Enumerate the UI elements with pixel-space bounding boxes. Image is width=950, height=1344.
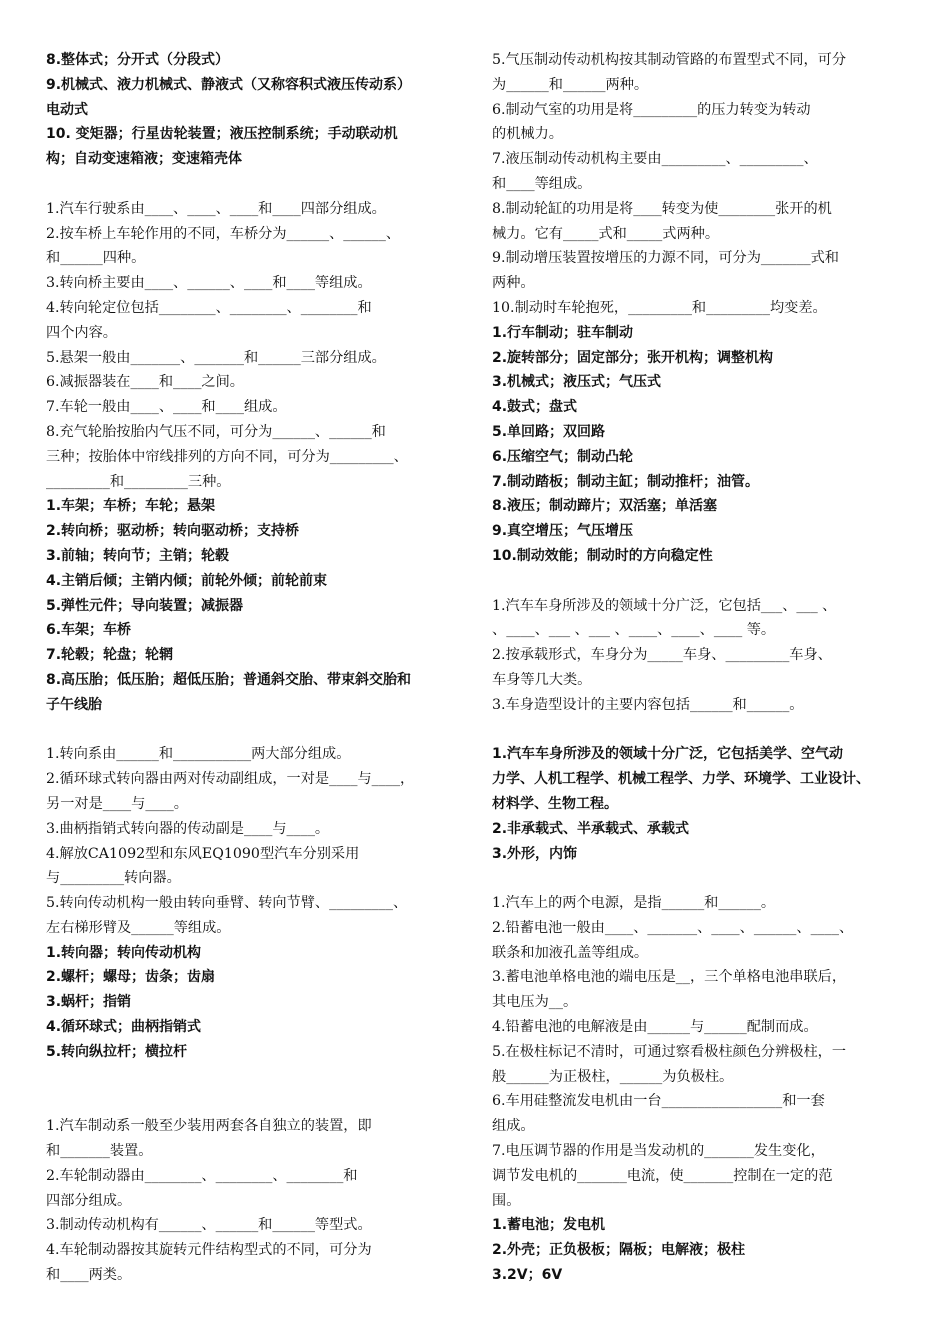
right-question-line: 调节发电机的_______电流，使_______控制在一定的范: [492, 1167, 833, 1184]
right-question-line: 5.在极柱标记不清时，可通过察看极柱颜色分辨极柱，一: [492, 1043, 847, 1060]
left-question-line: _________和_________三种。: [46, 473, 231, 490]
left-spacer: [46, 172, 466, 197]
right-question-line: 、____、___ 、___ 、____、____、____ 等。: [492, 622, 776, 639]
right-question-line: 7.液压制动传动机构主要由_________、_________、: [492, 151, 818, 168]
left-answer-line: 5.弹性元件；导向装置；减振器: [46, 597, 244, 614]
right-answer-line: 力学、人机工程学、机械工程学、力学、环境学、工业设计、: [492, 771, 870, 788]
left-answer-line: 7.轮毂；轮盘；轮辋: [46, 647, 174, 664]
right-question-line: 1.汽车上的两个电源，是指______和______。: [492, 895, 776, 912]
left-question-line: 1.汽车行驶系由____、____、____和____四部分组成。: [46, 200, 386, 217]
left-question-line: 1.转向系由______和___________两大部分组成。: [46, 746, 351, 763]
right-question-line: 车身等几大类。: [492, 671, 592, 688]
left-answer-line: 2.转向桥；驱动桥；转向驱动桥；支持桥: [46, 523, 300, 540]
right-answer-line: 3.2V；6V: [492, 1267, 563, 1284]
left-question-line: 3.转向桥主要由____、______、____和____等组成。: [46, 275, 372, 292]
left-answer-line: 8.整体式；分开式（分段式）: [46, 52, 230, 68]
right-question-line: 6.车用硅整流发电机由一台_________________和一套: [492, 1093, 825, 1110]
right-answer-line: 2.旋转部分；固定部分；张开机构；调整机构: [492, 349, 774, 366]
right-question-line: 8.制动轮缸的功用是将____转变为使________张开的机: [492, 200, 832, 217]
left-question-line: 四部分组成。: [46, 1192, 132, 1209]
right-question-line: 围。: [492, 1192, 521, 1209]
left-question-line: 3.制动传动机构有______、______和______等型式。: [46, 1217, 372, 1234]
right-answer-line: 3.机械式；液压式；气压式: [492, 374, 662, 391]
left-question-line: 与_________转向器。: [46, 870, 181, 887]
left-question-line: 5.转向传动机构一般由转向垂臂、转向节臂、_________、: [46, 895, 408, 912]
left-question-line: 7.车轮一般由____、____和____组成。: [46, 399, 287, 416]
left-spacer: [46, 1089, 466, 1114]
left-answer-line: 4.主销后倾；主销内倾；前轮外倾；前轮前束: [46, 572, 328, 589]
right-question-line: 为______和______两种。: [492, 76, 649, 93]
right-answer-line: 1.蓄电池；发电机: [492, 1217, 606, 1234]
left-answer-line: 电动式: [46, 101, 88, 118]
left-question-line: 2.循环球式转向器由两对传动副组成，一对是____与____，: [46, 771, 415, 788]
left-question-line: 四个内容。: [46, 324, 117, 341]
right-spacer: [492, 718, 912, 743]
right-question-line: 3.车身造型设计的主要内容包括______和______。: [492, 696, 804, 713]
right-question-line: 两种。: [492, 275, 535, 292]
right-answer-line: 10.制动效能；制动时的方向稳定性: [492, 547, 713, 564]
left-question-line: 4.车轮制动器按其旋转元件结构型式的不同，可分为: [46, 1242, 372, 1259]
left-question-line: 另一对是____与____。: [46, 795, 188, 812]
left-spacer: [46, 718, 466, 743]
right-question-line: 7.电压调节器的作用是当发动机的_______发生变化，: [492, 1143, 825, 1160]
left-question-line: 1.汽车制动系一般至少装用两套各自独立的装置，即: [46, 1118, 372, 1135]
left-answer-line: 9.机械式、液力机械式、静液式（又称容积式液压传动系）: [46, 76, 412, 93]
left-answer-line: 3.蜗杆；指销: [46, 994, 132, 1011]
right-spacer: [492, 569, 912, 594]
right-question-line: 其电压为__。: [492, 994, 578, 1011]
right-answer-line: 4.鼓式；盘式: [492, 399, 578, 416]
right-question-line: 联条和加液孔盖等组成。: [492, 944, 649, 961]
right-question-line: 组成。: [492, 1118, 535, 1135]
left-answer-line: 子午线胎: [46, 696, 102, 713]
right-question-line: 和____等组成。: [492, 175, 592, 192]
right-answer-line: 3.外形，内饰: [492, 845, 578, 862]
right-answer-line: 7.制动踏板；制动主缸；制动推杆；油管。: [492, 473, 760, 490]
left-question-line: 5.悬架一般由_______、_______和______三部分组成。: [46, 349, 386, 366]
left-question-line: 和______四种。: [46, 250, 146, 267]
left-spacer: [46, 1065, 466, 1090]
left-answer-line: 10. 变矩器；行星齿轮装置；液压控制系统；手动联动机: [46, 126, 398, 143]
right-answer-line: 9.真空增压；气压增压: [492, 523, 634, 540]
right-question-line: 5.气压制动传动机构按其制动管路的布置型式不同，可分: [492, 52, 847, 68]
left-answer-line: 4.循环球式；曲柄指销式: [46, 1019, 202, 1036]
right-answer-line: 8.液压；制动蹄片；双活塞；单活塞: [492, 498, 718, 515]
left-answer-line: 构；自动变速箱液；变速箱壳体: [46, 151, 242, 168]
left-answer-line: 1.车架；车桥；车轮；悬架: [46, 498, 216, 515]
right-answer-line: 1.行车制动；驻车制动: [492, 324, 634, 341]
right-question-line: 般______为正极柱，______为负极柱。: [492, 1068, 734, 1085]
right-question-line: 2.铅蓄电池一般由____、_______、____、______、____、: [492, 919, 854, 936]
left-answer-line: 8.高压胎；低压胎；超低压胎；普通斜交胎、带束斜交胎和: [46, 671, 412, 688]
left-question-line: 三种；按胎体中帘线排列的方向不同，可分为_________、: [46, 448, 408, 465]
left-question-line: 3.曲柄指销式转向器的传动副是____与____。: [46, 820, 330, 837]
left-answer-line: 6.车架；车桥: [46, 622, 132, 639]
right-spacer: [492, 866, 912, 891]
left-question-line: 2.车轮制动器由________、________、________和: [46, 1167, 358, 1184]
left-question-line: 左右梯形臂及______等组成。: [46, 919, 231, 936]
left-question-line: 和____两类。: [46, 1267, 132, 1284]
right-question-line: 3.蓄电池单格电池的端电压是__，三个单格电池串联后，: [492, 969, 847, 986]
right-question-line: 的机械力。: [492, 126, 563, 143]
right-question-line: 4.铅蓄电池的电解液是由______与______配制而成。: [492, 1019, 818, 1036]
right-answer-line: 6.压缩空气；制动凸轮: [492, 448, 634, 465]
left-question-line: 6.减振器装在____和____之间。: [46, 374, 244, 391]
left-column: [46, 48, 466, 1288]
right-answer-line: 5.单回路；双回路: [492, 423, 606, 440]
right-column: [492, 48, 912, 1288]
left-question-line: 和_______装置。: [46, 1143, 153, 1160]
right-question-line: 械力。它有_____式和_____式两种。: [492, 225, 720, 242]
right-answer-line: 2.外壳；正负极板；隔板；电解液；极柱: [492, 1242, 746, 1259]
right-question-line: 9.制动增压装置按增压的力源不同，可分为_______式和: [492, 250, 839, 267]
right-question-line: 10.制动时车轮抱死，_________和_________均变差。: [492, 299, 827, 316]
right-question-line: 2.按承载形式，车身分为_____车身、_________车身、: [492, 647, 832, 664]
left-question-line: 4.转向轮定位包括________、________、________和: [46, 299, 372, 316]
left-answer-line: 2.螺杆；螺母；齿条；齿扇: [46, 969, 216, 986]
left-question-line: 4.解放CA1092型和东风EQ1090型汽车分别采用: [46, 845, 360, 862]
left-question-line: 2.按车桥上车轮作用的不同，车桥分为______、______、: [46, 225, 401, 242]
right-question-line: 6.制动气室的功用是将_________的压力转变为转动: [492, 101, 811, 118]
left-question-line: 8.充气轮胎按胎内气压不同，可分为______、______和: [46, 423, 386, 440]
right-question-line: 1.汽车车身所涉及的领域十分广泛，它包括___、___ 、: [492, 597, 837, 614]
left-answer-line: 5.转向纵拉杆；横拉杆: [46, 1043, 188, 1060]
left-answer-line: 1.转向器；转向传动机构: [46, 944, 202, 961]
right-answer-line: 2.非承载式、半承载式、承载式: [492, 820, 690, 837]
right-answer-line: 1.汽车车身所涉及的领域十分广泛，它包括美学、空气动: [492, 746, 844, 763]
right-answer-line: 材料学、生物工程。: [492, 795, 618, 812]
left-answer-line: 3.前轴；转向节；主销；轮毂: [46, 547, 230, 564]
